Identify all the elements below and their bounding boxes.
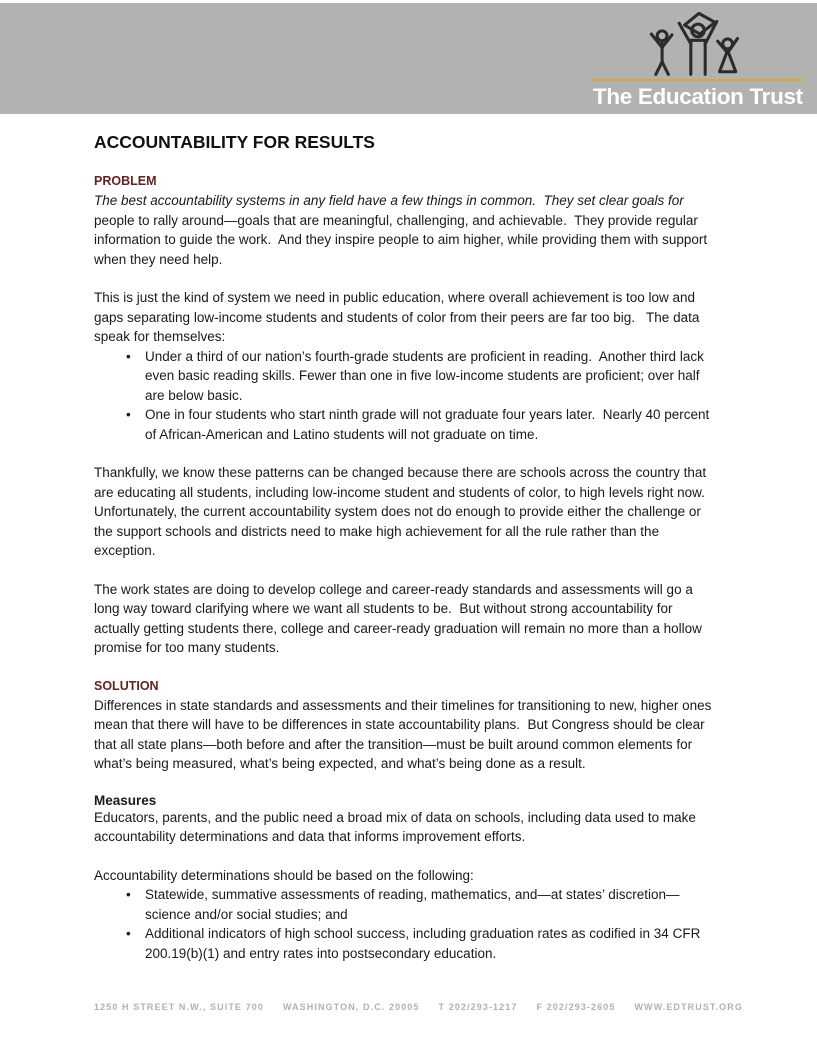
- logo-text: The Education Trust: [593, 84, 803, 109]
- solution-heading: SOLUTION: [94, 678, 159, 693]
- footer-phone: T 202/293-1217: [438, 1002, 518, 1012]
- problem-paragraph-4: The work states are doing to develop college and career-ready standards and assessments will go a long way toward clarifying where we want all students to be. But without strong accountability for actually getting students there, college and career-ready graduation will remain no more than a hollow promise for too many students.: [94, 581, 706, 655]
- solution-paragraph-1: Differences in state standards and assessments and their timelines for transitioning to new, higher ones mean that there will have to be differences in state accountability plans. But Congress should be clear that all state plans—both before and after the transition—must be built around common elements for what’s being measured, what’s being expected, and what’s being done as a result.: [94, 697, 716, 771]
- footer-address: 1250 H STREET N.W., SUITE 700: [94, 1002, 264, 1012]
- three-students-graduation-figures-icon: [644, 8, 752, 78]
- problem-paragraph-3: Thankfully, we know these patterns can be changed because there are schools across the country that are educating all students, including low-income student and students of color, to high levels right now. Unfortunately, the current accountability system does not do enough to provide either the challenge or the support schools and districts need to make high achievement for all the rule rather than the exception.: [94, 465, 710, 558]
- problem-bullet-item: • One in four students who start ninth grade will not graduate four years later. Nearly 40 percent of African-American and Latino students will not graduate on time.: [122, 405, 722, 444]
- problem-heading: PROBLEM: [94, 174, 157, 188]
- problem-bullet-list: [94, 347, 722, 445]
- logo-gold-rule: [592, 79, 804, 81]
- solution-bullet-item: • Additional indicators of high school success, including graduation rates as codified in 34 CFR 200.19(b)(1) and entry rates into postsecondary education.: [122, 924, 722, 963]
- problem-paragraph-1-italic: The best accountability systems in any field have a few things in common. They set clear goals for: [94, 193, 684, 208]
- problem-paragraph-2: This is just the kind of system we need in public education, where overall achievement is too low and gaps separating low-income students and students of color from their peers are far too big. The data speak for themselves:: [94, 290, 704, 344]
- footer-city: WASHINGTON, D.C. 20005: [282, 1002, 420, 1012]
- solution-bullet-list: [94, 885, 722, 963]
- measures-paragraph: Educators, parents, and the public need a broad mix of data on schools, including data used to make accountability determinations and data that informs improvement efforts.: [94, 809, 700, 844]
- problem-paragraph-1-rest: people to rally around—goals that are meaningful, challenging, and achievable. They provide regular information to guide the work. And they inspire people to aim higher, while providing them with support when they need help.: [94, 212, 711, 267]
- footer-fax: F 202/293-2605: [536, 1002, 616, 1012]
- document-content: [0, 114, 817, 963]
- page-footer: [94, 1002, 743, 1012]
- problem-bullet-item: • Under a third of our nation’s fourth-grade students are proficient in reading. Another third lack even basic reading skills. Fewer than one in five low-income students are proficient; over half are below basic.: [122, 347, 722, 406]
- measures-subheading: Measures: [94, 792, 157, 808]
- edtrust-logo: [592, 8, 804, 110]
- determinations-intro: Accountability determinations should be based on the following:: [94, 867, 474, 883]
- footer-website: WWW.EDTRUST.ORG: [634, 1002, 743, 1012]
- header-band: [0, 3, 817, 114]
- problem-paragraph-1: [94, 191, 722, 269]
- document-title: ACCOUNTABILITY FOR RESULTS: [94, 132, 375, 152]
- solution-bullet-item: • Statewide, summative assessments of reading, mathematics, and—at states’ discretion—science and/or social studies; and: [122, 885, 722, 924]
